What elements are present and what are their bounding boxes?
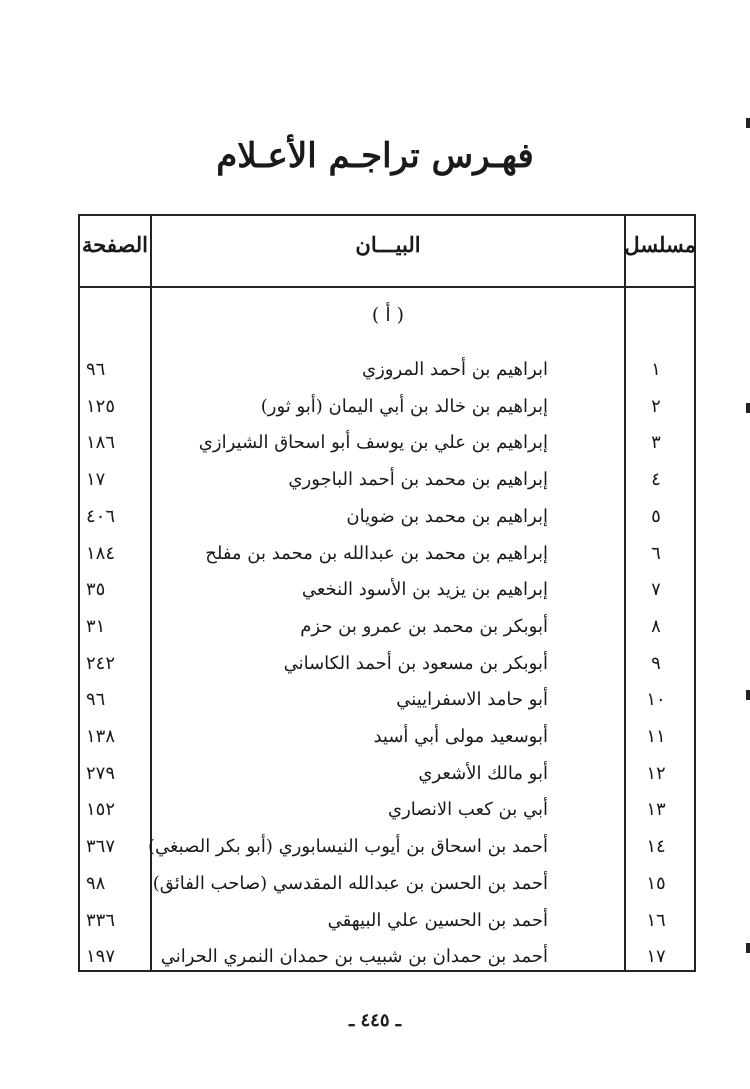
page-cell: ١٢٥	[86, 395, 116, 417]
name-cell: إبراهيم بن محمد بن عبدالله بن محمد بن مفلح	[205, 542, 548, 564]
page-cell: ٣٦٧	[86, 836, 116, 858]
serial-cell: ٤	[651, 469, 661, 491]
name-cell: أبو مالك الأشعري	[418, 762, 548, 784]
table-row	[80, 462, 694, 498]
serial-cell: ٥	[651, 505, 661, 527]
page-cell: ٤٠٦	[86, 505, 116, 527]
name-cell: أبوسعيد مولى أبي أسيد	[373, 726, 548, 747]
serial-cell: ٦	[651, 542, 661, 564]
name-cell: أحمد بن الحسن بن عبدالله المقدسي (صاحب الفائق)	[152, 872, 548, 894]
table-row	[80, 903, 694, 939]
page-cell: ٢٧٩	[86, 762, 116, 784]
serial-cell: ٨	[651, 615, 661, 637]
name-cell: إبراهيم بن محمد بن أحمد الباجوري	[288, 469, 548, 491]
page-cell: ٢٤٢	[86, 652, 116, 674]
table-row	[80, 829, 694, 865]
page-cell: ١٥٢	[86, 799, 116, 821]
index-table	[78, 214, 696, 972]
edge-mark	[746, 403, 750, 413]
table-row	[80, 425, 694, 461]
serial-cell: ١٦	[646, 909, 666, 931]
page-cell: ١٨٦	[86, 432, 116, 454]
edge-mark	[746, 943, 750, 953]
name-cell: أبوبكر بن مسعود بن أحمد الكاساني	[283, 652, 548, 674]
header-divider	[80, 286, 694, 288]
serial-cell: ١٢	[646, 762, 666, 784]
page-cell: ١٩٧	[86, 946, 116, 968]
section-letter: ( أ )	[371, 304, 405, 326]
page-cell: ١٨٤	[86, 542, 116, 564]
table-row	[80, 939, 694, 975]
header-statement: البيـــان	[355, 232, 421, 257]
page-cell: ٩٦	[86, 359, 106, 380]
name-cell: أبوبكر بن محمد بن عمرو بن حزم	[300, 615, 548, 637]
serial-cell: ١	[651, 359, 661, 380]
table-row	[80, 609, 694, 645]
serial-cell: ١٠	[646, 689, 666, 711]
table-row	[80, 646, 694, 682]
serial-cell: ١٤	[646, 836, 666, 858]
serial-cell: ٢	[651, 395, 661, 417]
page-title: فهـرس تراجـم الأعـلام	[216, 136, 534, 176]
name-cell: أبو حامد الاسفراييني	[396, 689, 548, 711]
name-cell: ابراهيم بن أحمد المروزي	[361, 359, 548, 380]
table-row	[80, 536, 694, 572]
name-cell: إبراهيم بن محمد بن ضويان	[346, 505, 548, 527]
page-cell: ١٧	[86, 469, 106, 491]
table-row	[80, 792, 694, 828]
page-cell: ٣٣٦	[86, 909, 116, 931]
serial-cell: ٧	[651, 579, 661, 601]
page-cell: ٣٥	[86, 579, 106, 601]
page-cell: ٩٦	[86, 689, 106, 711]
name-cell: إبراهيم بن يزيد بن الأسود النخعي	[301, 579, 548, 601]
table-row	[80, 389, 694, 425]
table-row	[80, 756, 694, 792]
page-cell: ٣١	[86, 615, 106, 637]
table-row	[80, 719, 694, 755]
header-serial: مسلسل	[624, 232, 696, 257]
table-row	[80, 352, 694, 388]
edge-mark	[746, 118, 750, 128]
page-cell: ٩٨	[86, 872, 106, 894]
name-cell: أحمد بن الحسين علي البيهقي	[327, 909, 548, 931]
page-number: ـ ٤٤٥ ـ	[348, 1010, 402, 1031]
serial-cell: ١٣	[646, 799, 666, 821]
name-cell: أحمد بن اسحاق بن أيوب النيسابوري (أبو بكر الصبغي)	[147, 836, 548, 858]
table-row	[80, 682, 694, 718]
serial-cell: ٩	[651, 652, 661, 674]
name-cell: أحمد بن حمدان بن شبيب بن حمدان النمري الحراني	[160, 946, 548, 968]
serial-cell: ١٧	[646, 946, 666, 968]
header-page: الصفحة	[82, 232, 148, 257]
serial-cell: ١٥	[646, 872, 666, 894]
edge-mark	[746, 690, 750, 700]
table-row	[80, 866, 694, 902]
table-row	[80, 572, 694, 608]
table-row	[80, 499, 694, 535]
name-cell: إبراهيم بن علي بن يوسف أبو اسحاق الشيرازي	[198, 432, 548, 454]
name-cell: أبي بن كعب الانصاري	[388, 799, 548, 821]
name-cell: إبراهيم بن خالد بن أبي اليمان (أبو ثور)	[260, 395, 548, 417]
page-cell: ١٣٨	[86, 726, 116, 747]
serial-cell: ١١	[646, 726, 666, 747]
serial-cell: ٣	[651, 432, 661, 454]
